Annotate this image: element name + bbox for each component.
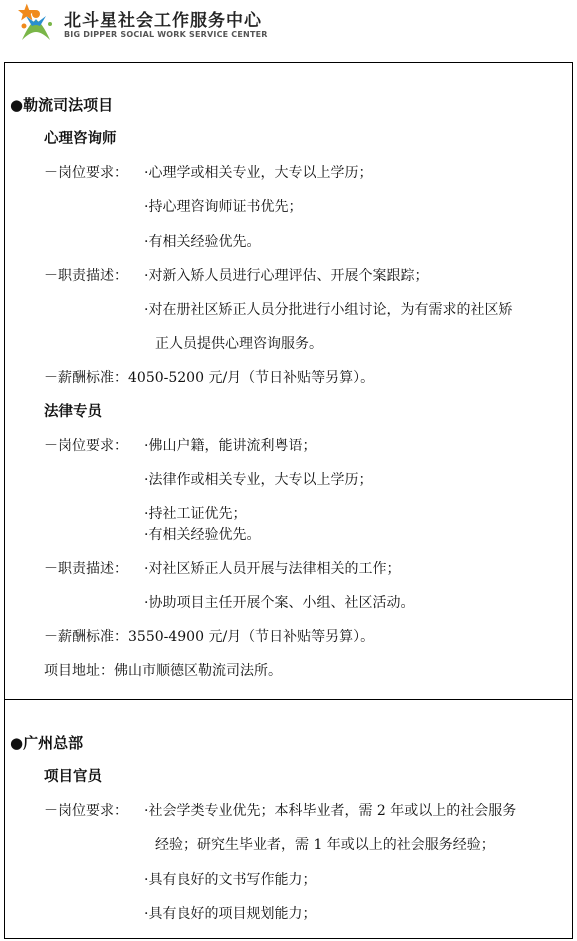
requirement-item: ·有相关经验优先。 bbox=[144, 234, 261, 250]
role-title: 心理咨询师 bbox=[44, 130, 117, 147]
organization-logo bbox=[12, 2, 312, 46]
requirement-item: ·佛山户籍，能讲流利粤语； bbox=[144, 438, 317, 454]
role-title: 项目官员 bbox=[44, 768, 102, 785]
requirement-item-continued: 经验；研究生毕业者，需 1 年或以上的社会服务经验； bbox=[155, 837, 495, 853]
duty-item-continued: 正人员提供心理咨询服务。 bbox=[155, 336, 323, 352]
section-title: ●广州总部 bbox=[10, 734, 84, 752]
requirements-label: －岗位要求： bbox=[44, 803, 128, 819]
duty-item: ·对在册社区矫正人员分批进行小组讨论，为有需求的社区矫 bbox=[144, 302, 513, 318]
requirements-label: －岗位要求： bbox=[44, 165, 128, 181]
requirement-item: ·持心理咨询师证书优先； bbox=[144, 199, 303, 215]
duties-label: －职责描述： bbox=[44, 268, 128, 284]
duty-item: ·对新入矫人员进行心理评估、开展个案跟踪； bbox=[144, 268, 429, 284]
requirement-item: ·心理学或相关专业，大专以上学历； bbox=[144, 165, 373, 181]
salary-text: －薪酬标准：4050-5200 元/月（节日补贴等另算）。 bbox=[44, 370, 375, 386]
requirement-item: ·社会学类专业优先；本科毕业者，需 2 年或以上的社会服务 bbox=[144, 803, 517, 819]
project-address: 项目地址：佛山市顺德区勒流司法所。 bbox=[44, 663, 282, 679]
requirement-item: ·持社工证优先； bbox=[144, 506, 247, 522]
role-title: 法律专员 bbox=[44, 403, 102, 420]
requirement-item: ·有相关经验优先。 bbox=[144, 527, 261, 543]
requirement-item: ·具有良好的项目规划能力； bbox=[144, 906, 317, 922]
duties-label: －职责描述： bbox=[44, 561, 128, 577]
requirements-label: －岗位要求： bbox=[44, 438, 128, 454]
logo-name-en: BIG DIPPER SOCIAL WORK SERVICE CENTER bbox=[64, 30, 268, 39]
duty-item: ·协助项目主任开展个案、小组、社区活动。 bbox=[144, 595, 415, 611]
requirement-item: ·法律作或相关专业，大专以上学历； bbox=[144, 472, 373, 488]
duty-item: ·对社区矫正人员开展与法律相关的工作； bbox=[144, 561, 401, 577]
section-title: ●勒流司法项目 bbox=[10, 96, 114, 114]
logo-name-cn: 北斗星社会工作服务中心 bbox=[64, 11, 262, 31]
star-figure-icon bbox=[12, 2, 60, 46]
salary-text: －薪酬标准：3550-4900 元/月（节日补贴等另算）。 bbox=[44, 629, 375, 645]
requirement-item: ·具有良好的文书写作能力； bbox=[144, 872, 317, 888]
